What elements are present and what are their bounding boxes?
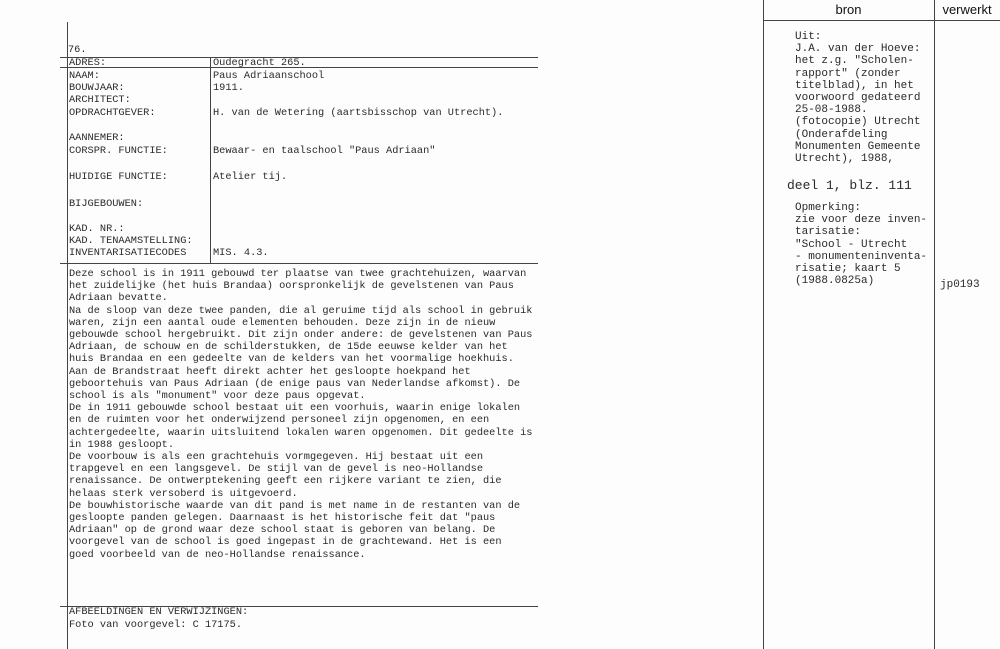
field-label: OPDRACHTGEVER: xyxy=(69,107,156,119)
field-label: CORSPR. FUNCTIE: xyxy=(69,145,168,157)
remark-text: Opmerking: zie voor deze inven- tarisatie: "School - Utrecht - monumenteninventa- risatie; kaart 5 (1988.0825a) xyxy=(795,202,928,288)
field-label: NAAM: xyxy=(69,70,100,82)
column-divider xyxy=(210,57,211,263)
bron-header: bron xyxy=(835,2,862,17)
bron-column-line xyxy=(763,0,764,649)
field-value: MIS. 4.3. xyxy=(213,247,269,259)
verwerkt-header: verwerkt xyxy=(942,2,992,17)
field-value: Bewaar- en taalschool "Paus Adriaan" xyxy=(213,145,436,157)
left-margin-line xyxy=(67,22,68,649)
field-value: 1911. xyxy=(213,82,244,94)
field-label: HUIDIGE FUNCTIE: xyxy=(69,171,168,183)
field-value: Atelier tij. xyxy=(213,171,288,183)
field-label: BIJGEBOUWEN: xyxy=(69,198,144,210)
field-label: BOUWJAAR: xyxy=(69,82,125,94)
field-label: KAD. NR.: xyxy=(69,223,125,235)
field-value: H. van de Wetering (aartsbisschop van Utrecht). xyxy=(213,107,504,119)
record-number: 76. xyxy=(68,44,87,56)
bron-page: deel 1, blz. 111 xyxy=(787,178,912,193)
field-label: ARCHITECT: xyxy=(69,94,131,106)
field-label: ADRES: xyxy=(69,57,107,69)
field-label: INVENTARISATIECODES xyxy=(69,247,187,259)
verwerkt-column-line xyxy=(934,0,935,649)
header-line xyxy=(763,20,1000,21)
description-text: Deze school is in 1911 gebouwd ter plaatse van twee grachtehuizen, waarvan het zuidelijke (het huis Brandaa) oorspronkelijk de gevelstenen van Paus Adriaan bevatte. Na de sloop van deze twee panden, die al geruime tijd als school in gebruik waren, zijn een aantal oude elementen behouden. Deze zijn in de nieuw gebouwde school hergebruikt. Dit zijn onder andere: de gevelstenen van Paus Adriaan, de schouw en de schilderstukken, de 15de eeuwse kelder van het huis Brandaa en een gedeelte van de kelders van het voormalige hoekhuis. Aan de Brandstraat heeft direkt achter het gesloopte hoekpand het geboortehuis van Paus Adriaan (de enige paus van Nederlandse afkomst). De school is als "monument" voor deze paus opgevat. De in 1911 gebouwde school bestaat uit een voorhuis, waarin enige lokalen en de ruimten voor het onderwijzend personeel zijn opgenomen, en een achtergedeelte, waarin uitsluitend lokalen waren opgenomen. Dit gedeelte is in 1988 gesloopt. De voorbouw is als een grachtehuis vormgegeven. Hij bestaat uit een trapgevel en een langsgevel. De stijl van de gevel is neo-Hollandse renaissance. De ontwerptekening geeft een rijkere variant te zien, die helaas sterk versoberd is uitgevoerd. De bouwhistorische waarde van dit pand is met name in de restanten van de gesloopte panden gelegen. Daarnaast is het historische feit dat "paus Adriaan" op de grond waar deze school staat is geboren van belang. De voorgevel van de school is goed ingepast in de grachtewand. Het is een goed voorbeeld van de neo-Hollandse renaissance. xyxy=(69,268,533,561)
references-heading: AFBEELDINGEN EN VERWIJZINGEN: xyxy=(69,606,249,618)
references-text: Foto van voorgevel: C 17175. xyxy=(69,619,243,631)
field-value: Paus Adriaanschool xyxy=(213,70,325,82)
field-label: KAD. TENAAMSTELLING: xyxy=(69,235,193,247)
field-value: Oudegracht 265. xyxy=(213,57,306,69)
field-label: AANNEMER: xyxy=(69,132,125,144)
verwerkt-code: jp0193 xyxy=(940,279,980,291)
divider xyxy=(60,263,538,264)
bron-text: Uit: J.A. van der Hoeve: het z.g. "Scholen- rapport" (zonder titelblad), in het voorwoord gedateerd 25-08-1988. (fotocopie) Utrecht (Onderafdeling Monumenten Gemeente Utrecht), 1988, xyxy=(795,31,921,166)
